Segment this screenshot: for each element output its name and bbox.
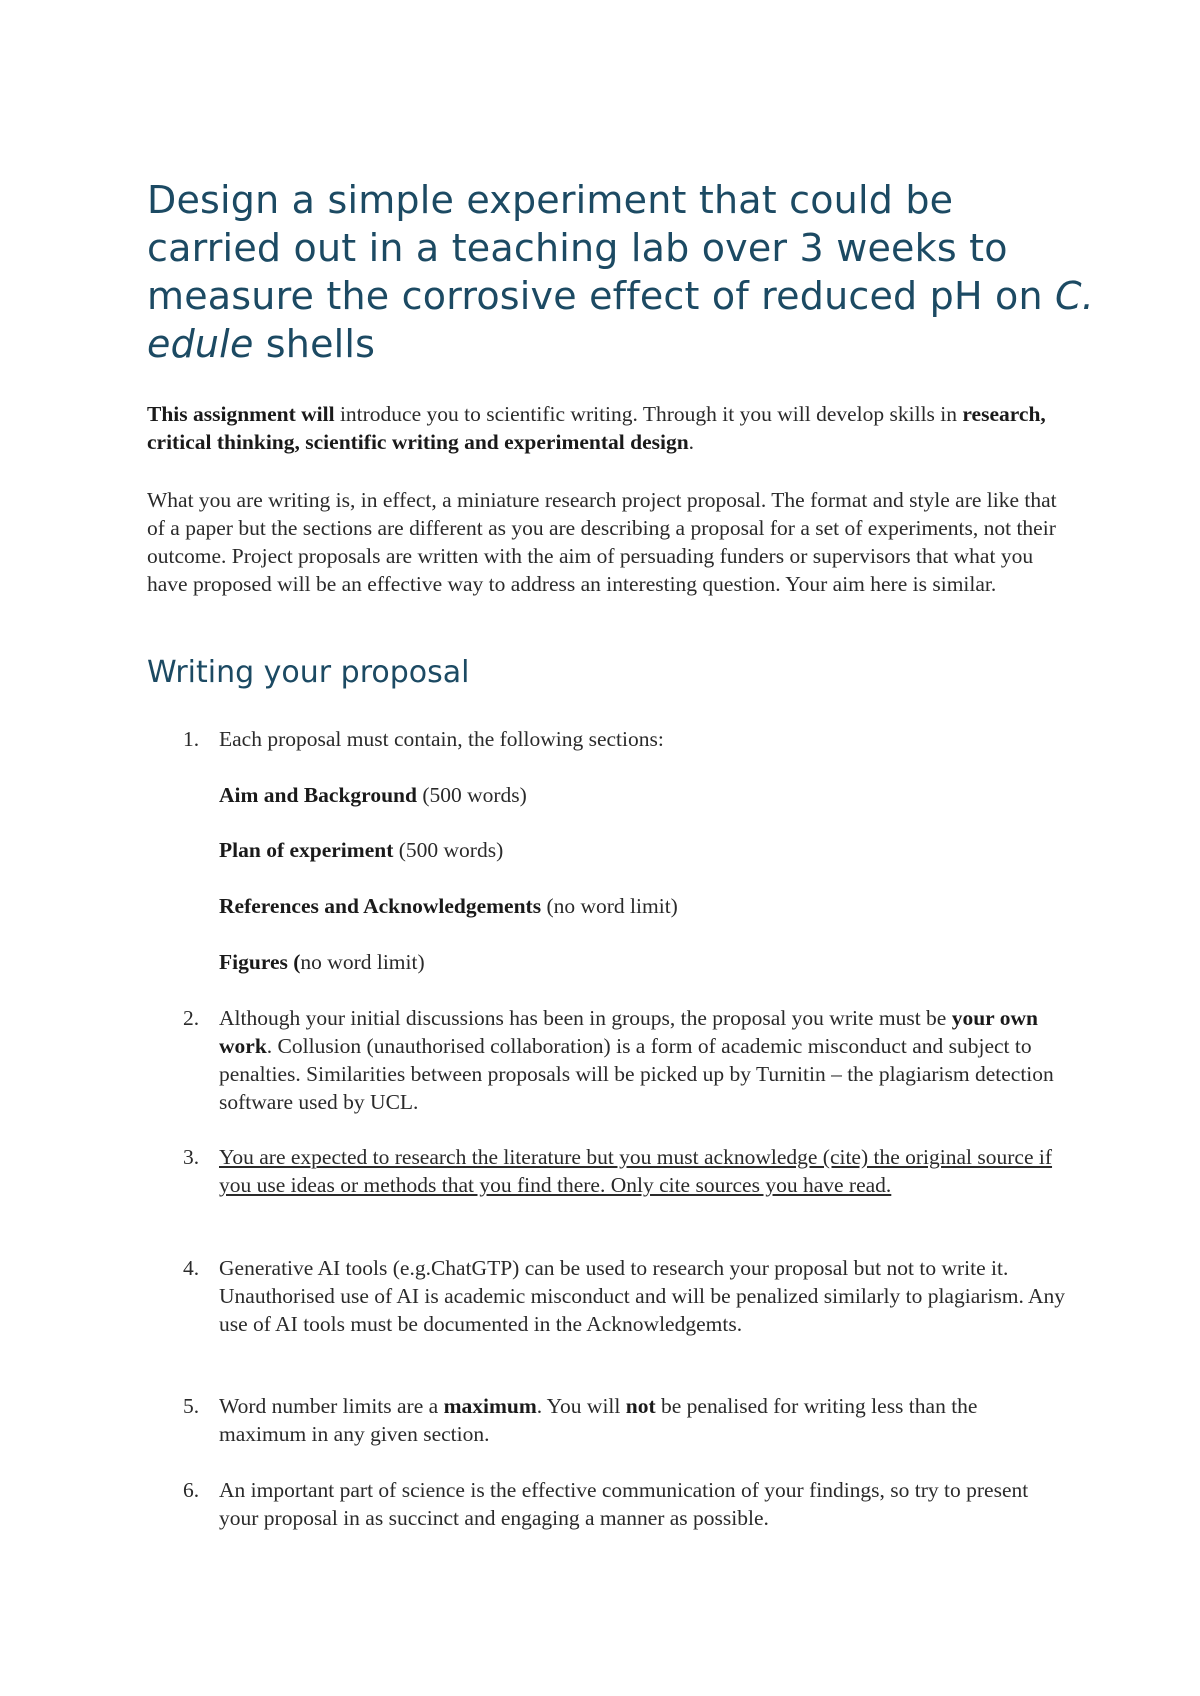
intro-text-2: . (688, 430, 695, 454)
intro-bold-1: This assignment will (147, 402, 335, 426)
list-number: 1. (183, 727, 200, 751)
list-number: 2. (183, 1006, 200, 1030)
intro-text-1: introduce you to scientific writing. Through it you will develop skills in (334, 402, 963, 426)
title-text-2: shells (253, 322, 376, 366)
section-limit: no word limit) (300, 950, 425, 974)
list-number: 6. (183, 1478, 200, 1502)
section-name: References and Acknowledgements (219, 894, 542, 918)
list-item-text: Word number limits are a maximum. You will not be penalised for writing less than the maximum in any given section. (219, 1394, 978, 1446)
list-number: 5. (183, 1394, 200, 1418)
list-item-text: You are expected to research the literature but you must acknowledge (cite) the original source if you use ideas or methods that you find there. Only cite sources you have read. (219, 1145, 1053, 1197)
list-item-text: Although your initial discussions has been in groups, the proposal you write must be your own work. Collusion (unauthorised collaboration) is a form of academic misconduct and subject to penalties. Similarities between proposals will be picked up by Turnitin – the plagiarism detection software used by UCL. (219, 1006, 1054, 1114)
own-work-emphasis: your own work (219, 1006, 1038, 1058)
section-name: Figures ( (219, 950, 301, 974)
list-item-text: Generative AI tools (e.g.ChatGTP) can be used to research your proposal but not to write it. Unauthorised use of AI is academic misconduct and will be penalized similarly to plagiarism. Any use of AI tools must be documented in the Acknowledgemts. (219, 1256, 1066, 1336)
section-heading: Writing your proposal (147, 655, 470, 690)
section-limit: (500 words) (393, 838, 504, 862)
section-limit: (no word limit) (541, 894, 678, 918)
list-number: 3. (183, 1145, 200, 1169)
proposal-description-paragraph: What you are writing is, in effect, a miniature research project proposal. The format and style are like that of a paper but the sections are different as you are describing a proposal for a set of experiments, not their outcome. Project proposals are written with the aim of persuading funders or supervisors that what you have proposed will be an effective way to address an interesting question. Your aim here is similar. (147, 488, 1057, 596)
intro-bold-2: research, critical thinking, scientific writing and experimental design (147, 402, 1046, 454)
section-requirement-figures (219, 948, 1069, 976)
section-name: Aim and Background (219, 783, 417, 807)
document-title (147, 176, 1097, 368)
list-item-text: An important part of science is the effective communication of your findings, so try to present your proposal in as succinct and engaging a manner as possible. (219, 1478, 1029, 1530)
not-emphasis: not (625, 1394, 656, 1418)
intro-paragraph (147, 400, 1067, 456)
list-item-text: Each proposal must contain, the following sections: (219, 727, 664, 751)
section-requirement-plan (219, 836, 1069, 864)
title-species: C. edule (147, 274, 1095, 366)
section-requirement-aim (219, 781, 1069, 809)
section-name: Plan of experiment (219, 838, 394, 862)
section-limit: (500 words) (416, 783, 527, 807)
list-number: 4. (183, 1256, 200, 1280)
maximum-emphasis: maximum (443, 1394, 537, 1418)
section-requirement-references (219, 892, 1069, 920)
title-text-1: Design a simple experiment that could be carried out in a teaching lab over 3 weeks to measure the corrosive effect of reduced pH on (147, 178, 1056, 318)
